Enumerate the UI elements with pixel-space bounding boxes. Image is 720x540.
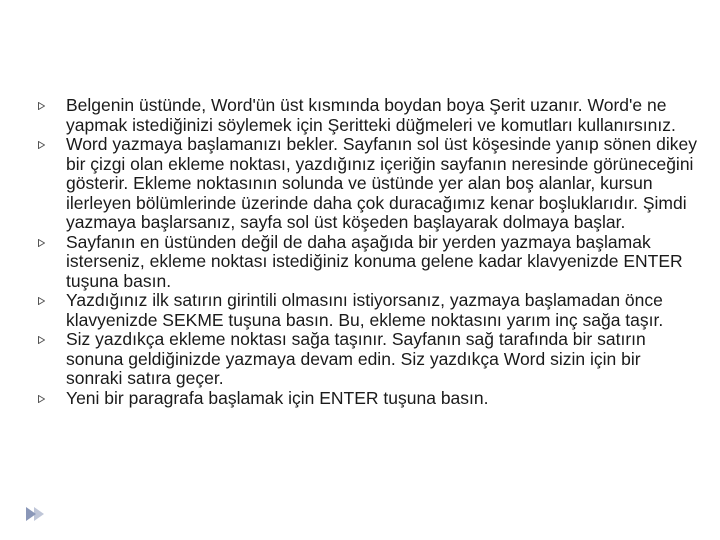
bullet-text: Siz yazdıkça ekleme noktası sağa taşınır. Sayfanın sağ tarafında bir satırın sonuna geldiğinizde yazmaya devam edin. Siz yazdıkça Word sizin için bir sonraki satıra geçer. [66, 329, 646, 388]
bullet-item [38, 330, 698, 389]
bullet-item [38, 233, 698, 292]
bullet-icon [38, 297, 45, 305]
bullet-item [38, 389, 698, 409]
bullet-item [38, 96, 698, 135]
bullet-icon [38, 102, 45, 110]
bullet-icon [38, 395, 45, 403]
bullet-text: Belgenin üstünde, Word'ün üst kısmında boydan boya Şerit uzanır. Word'e ne yapmak istediğinizi söylemek için Şeritteki düğmeleri ve komutları kullanırsınız. [66, 95, 676, 135]
bullet-icon [38, 336, 45, 344]
bullet-text: Word yazmaya başlamanızı bekler. Sayfanın sol üst köşesinde yanıp sönen dikey bir çizgi olan ekleme noktası, yazdığınız içeriğin sayfanın neresinde görüneceğini gösterir. Ekleme noktasının solunda ve üstünde yer alan boş alanlar, kursun ilerleyen bölümlerinde üzerinde daha çok duracağımız kenar boşluklarıdır. Şimdi yazmaya başlarsanız, sayfa sol üst köşeden başlayarak dolmaya başlar. [66, 134, 697, 232]
nav-arrow-icon[interactable] [24, 505, 46, 523]
bullet-icon [38, 239, 45, 247]
bullet-icon [38, 141, 45, 149]
bullet-item [38, 135, 698, 233]
bullet-text: Yazdığınız ilk satırın girintili olmasını istiyorsanız, yazmaya başlamadan önce klavyenizde SEKME tuşuna basın. Bu, ekleme noktasını yarım inç sağa taşır. [66, 290, 664, 330]
bullet-text: Sayfanın en üstünden değil de daha aşağıda bir yerden yazmaya başlamak isterseniz, ekleme noktası istediğiniz konuma gelene kadar klavyenizde ENTER tuşuna basın. [66, 231, 683, 291]
bullet-list [38, 96, 698, 408]
bullet-item [38, 291, 698, 330]
bullet-text: Yeni bir paragrafa başlamak için ENTER tuşuna basın. [66, 387, 489, 408]
